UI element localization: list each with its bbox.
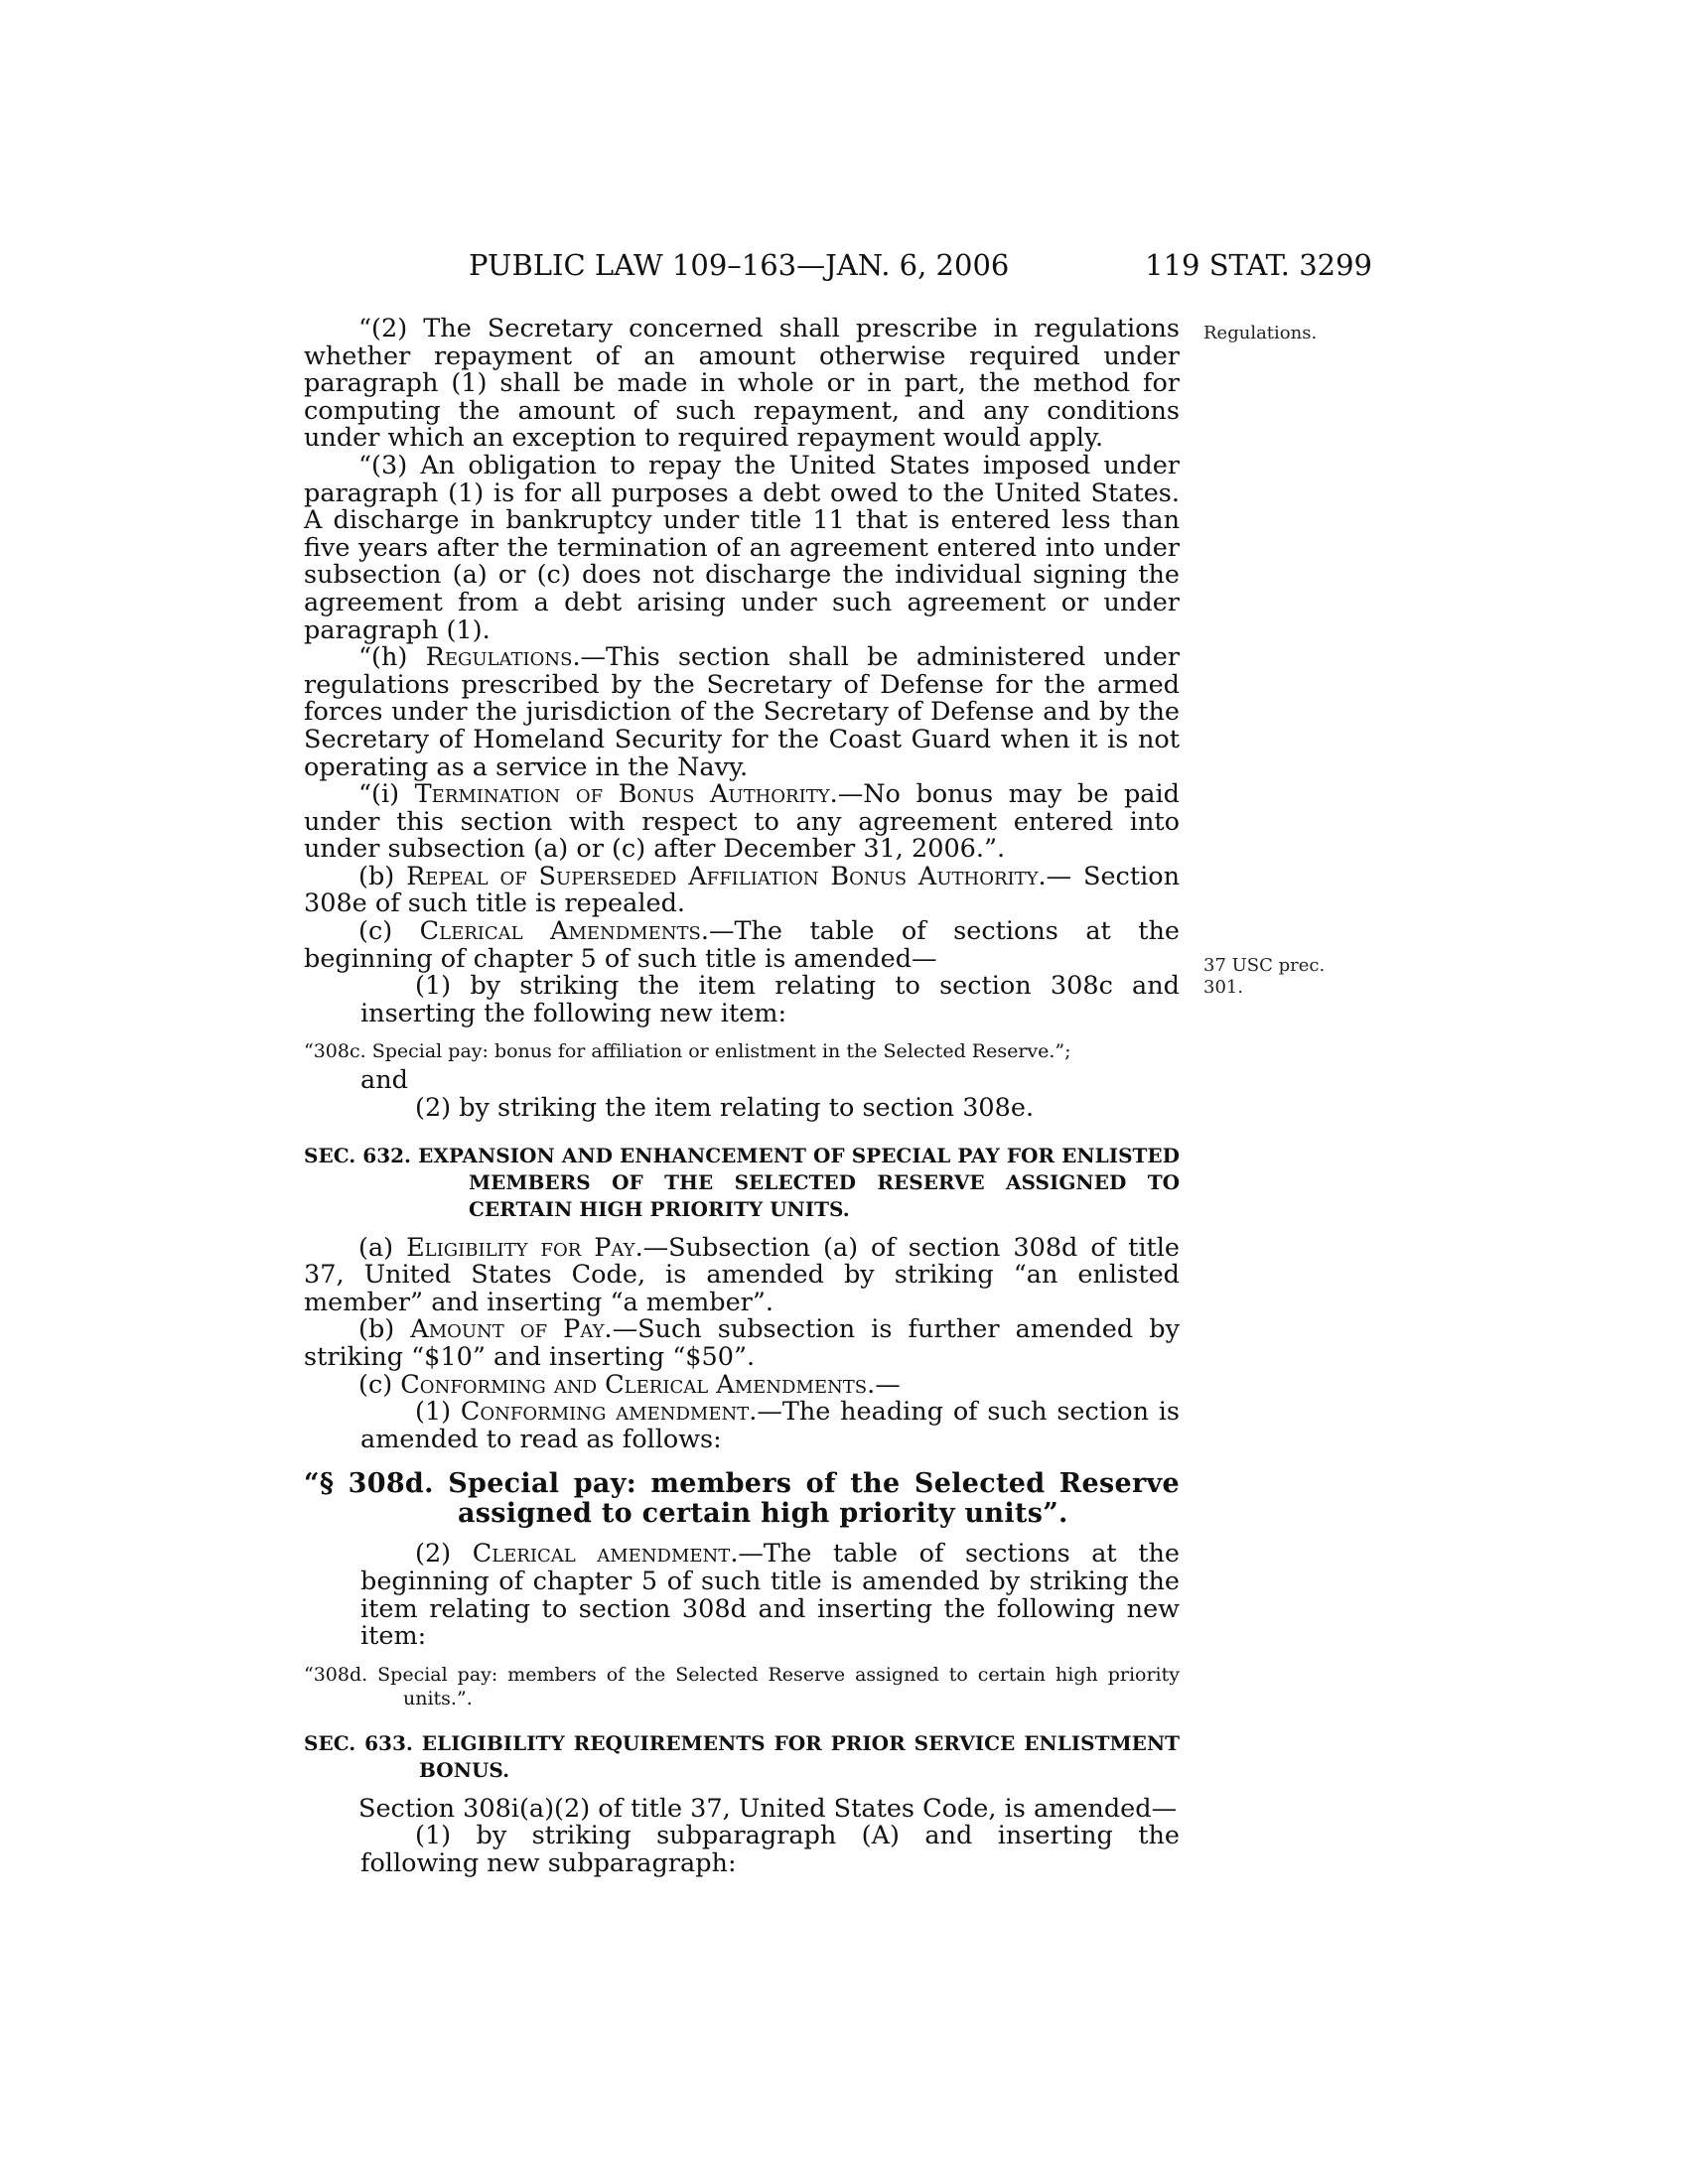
s632c-text: .— bbox=[867, 1369, 901, 1400]
s632c2-lead: (2) bbox=[415, 1539, 473, 1570]
s632b-text: .—Such subsection is further amended by striking “$10” and inserting “$50”. bbox=[304, 1314, 1181, 1372]
subsection-i-heading: Termination of Bonus Authority bbox=[414, 779, 830, 810]
paragraph-g2: “(2) The Secretary concerned shall prescribe in regulations whether repayment of an amount otherwise required under paragraph (1) shall be made in whole or in part, the method for computing the amount of such repayment, and any conditions under which an exception to required repayment would apply. bbox=[304, 314, 1180, 454]
s632c1-text: .—The heading of such section is amended to read as follows: bbox=[360, 1397, 1180, 1454]
subsection-h bbox=[304, 644, 1180, 781]
s632c-lead: (c) bbox=[358, 1369, 401, 1400]
subsection-b-text: .— Section 308e of such title is repealed. bbox=[304, 861, 1180, 919]
document-body bbox=[304, 316, 1180, 1878]
paragraph-g3: “(3) An obligation to repay the United States imposed under paragraph (1) is for all purposes a debt owed to the United States. A discharge in bankruptcy under title 11 that is entered less than five years after the termination of an agreement entered into under subsection (a) or (c) does not discharge the individual signing the agreement from a debt arising under such agreement or under paragraph (1). bbox=[304, 450, 1180, 645]
subsection-h-lead: “(h) bbox=[358, 642, 426, 673]
subsection-h-heading: Regulations bbox=[425, 642, 573, 673]
margin-note-usc-citation: 37 USC prec. 301. bbox=[1203, 955, 1326, 998]
s632c2-heading: Clerical amendment bbox=[472, 1539, 731, 1570]
section-633-title: ELIGIBILITY REQUIREMENTS FOR PRIOR SERVICE ENLISTMENT BONUS. bbox=[419, 1730, 1181, 1782]
page-header bbox=[298, 248, 1372, 288]
subsection-b-heading: Repeal of Superseded Affiliation Bonus Authority bbox=[406, 861, 1039, 891]
s632c2-text: .—The table of sections at the beginning of chapter 5 of such title is amended by striking the item relating to section 308d and inserting the following new item: bbox=[360, 1539, 1180, 1652]
subsection-c-text: .—The table of sections at the beginning of chapter 5 of such title is amended— bbox=[304, 916, 1180, 974]
running-head: PUBLIC LAW 109–163—JAN. 6, 2006 bbox=[469, 248, 1010, 282]
section-632-title: EXPANSION AND ENHANCEMENT OF SPECIAL PAY FOR ENLISTED MEMBERS OF THE SELECTED RESERVE ASSIGNED TO CERTAIN HIGH PRIORITY UNITS. bbox=[418, 1143, 1180, 1221]
inserted-item-308d: “308d. Special pay: members of the Selected Reserve assigned to certain high priority units.”. bbox=[304, 1663, 1180, 1709]
subsection-i-lead: “(i) bbox=[358, 779, 415, 810]
paragraph-c1: (1) by striking the item relating to section 308c and inserting the following new item: bbox=[360, 971, 1180, 1028]
section-633-number: SEC. 633. bbox=[304, 1730, 413, 1755]
section-632-heading bbox=[304, 1143, 1180, 1223]
s632a-heading: Eligibility for Pay bbox=[406, 1232, 635, 1263]
subsection-c bbox=[304, 918, 1180, 973]
s632b-lead: (b) bbox=[358, 1314, 411, 1345]
inserted-item-308c: “308c. Special pay: bonus for affiliation or enlistment in the Selected Reserve.”; bbox=[304, 1040, 1071, 1063]
s632c-heading: Conforming and Clerical Amendments bbox=[400, 1369, 868, 1400]
section-632-subsection-b bbox=[304, 1316, 1180, 1371]
margin-note-regulations: Regulations. bbox=[1203, 323, 1318, 343]
section-632-number: SEC. 632. bbox=[304, 1143, 411, 1167]
statute-page-number: 119 STAT. 3299 bbox=[1145, 248, 1372, 282]
s632c1-lead: (1) bbox=[415, 1397, 461, 1428]
subsection-b bbox=[304, 861, 1180, 919]
s632c1-heading: Conforming amendment bbox=[460, 1397, 750, 1428]
subsection-i bbox=[304, 781, 1180, 864]
section-632-subsection-a bbox=[304, 1232, 1180, 1317]
s632a-lead: (a) bbox=[358, 1232, 407, 1263]
section-632-paragraph-c2 bbox=[304, 1541, 1180, 1650]
subsection-c-lead: (c) bbox=[358, 916, 420, 947]
section-308d-heading: “§ 308d. Special pay: members of the Selected Reserve assigned to certain high priority units”. bbox=[304, 1468, 1180, 1530]
section-632-paragraph-c1 bbox=[304, 1399, 1180, 1453]
section-633-paragraph-1: (1) by striking subparagraph (A) and inserting the following new subparagraph: bbox=[360, 1821, 1180, 1878]
s632b-heading: Amount of Pay bbox=[410, 1314, 605, 1345]
conjunction-and: and bbox=[360, 1065, 408, 1096]
section-632-subsection-c bbox=[304, 1369, 1180, 1400]
section-633-intro: Section 308i(a)(2) of title 37, United States Code, is amended— bbox=[358, 1793, 1178, 1824]
subsection-h-text: .—This section shall be administered under regulations prescribed by the Secretary of Defense for the armed forces under the jurisdiction of the Secretary of Defense and by the Secretary of Homeland Security for the Coast Guard when it is not operating as a service in the Navy. bbox=[304, 642, 1180, 782]
subsection-i-text: .—No bonus may be paid under this section with respect to any agreement entered into under subsection (a) or (c) after December 31, 2006.”. bbox=[304, 779, 1180, 865]
subsection-b-lead: (b) bbox=[358, 861, 407, 891]
subsection-c-heading: Clerical Amendments bbox=[419, 916, 701, 947]
section-633-heading bbox=[304, 1730, 1180, 1784]
paragraph-c2: (2) by striking the item relating to section 308e. bbox=[415, 1093, 1035, 1124]
s632a-text: .—Subsection (a) of section 308d of title 37, United States Code, is amended by striking “an enlisted member” and inserting “a member”. bbox=[304, 1232, 1180, 1317]
